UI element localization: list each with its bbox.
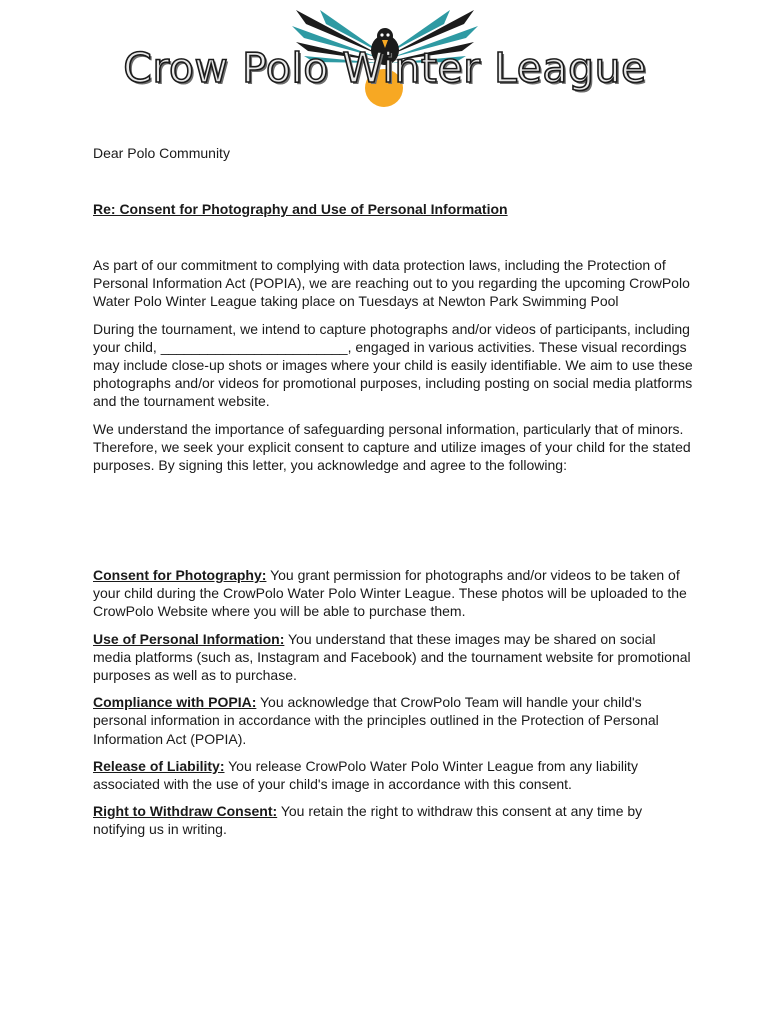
term-text: You understand that these images may be shared on social media platforms (such as, Instagram and Facebook) and the tournament website for promotional purposes as well as to purchase. [93,630,691,684]
body-paragraph: As part of our commitment to complying with data protection laws, including the Protection of Personal Information Act (POPIA), we are reaching out to you regarding the upcoming CrowPolo Water Polo Winter League taking place on Tuesdays at Newton Park Swimming Pool [93,257,690,310]
term-text: You grant permission for photographs and/or videos to be taken of your child during the CrowPolo Water Polo Winter League. These photos will be uploaded to the CrowPolo Website where you will be able to purchase them. [93,567,687,620]
letter-body [93,256,693,483]
term-item [93,630,693,685]
consent-terms [93,566,693,848]
term-text: You retain the right to withdraw this consent at any time by notifying us in writing. [93,803,643,838]
logo-title: Crow Polo Winter League [123,44,647,92]
term-text: You release CrowPolo Water Polo Winter League from any liability associated with the use of your child's image in accordance with this consent. [93,757,638,793]
subject-line: Re: Consent for Photography and Use of Personal Information [93,201,508,217]
term-item [93,802,693,838]
term-title: Use of Personal Information: [93,630,285,647]
term-title: Compliance with POPIA: [93,694,257,711]
term-item [93,693,693,748]
body-paragraph: We understand the importance of safeguarding personal information, particularly that of minors. Therefore, we seek your explicit consent to capture and utilize images of your child for the stated purposes. By signing this letter, you acknowledge and agree to the following: [93,420,691,474]
term-item [93,757,693,793]
term-title: Consent for Photography: [93,567,267,583]
term-title: Right to Withdraw Consent: [93,803,278,820]
term-title: Release of Liability: [93,757,225,774]
term-item [93,566,693,621]
greeting: Dear Polo Community [93,145,230,161]
term-text: You acknowledge that CrowPolo Team will handle your child's personal information in accordance with the principles outlined in the Protection of Personal Information Act (POPIA). [93,694,659,747]
body-paragraph: During the tournament, we intend to capture photographs and/or videos of participants, including your child, ________________________, engaged in various activities. These visual recordings may include close-up shots or images where your child is easily identifiable. We aim to use these photographs and/or videos for promotional purposes, including posting on social media platforms and the tournament website. [93,320,693,410]
league-logo [100,4,670,116]
